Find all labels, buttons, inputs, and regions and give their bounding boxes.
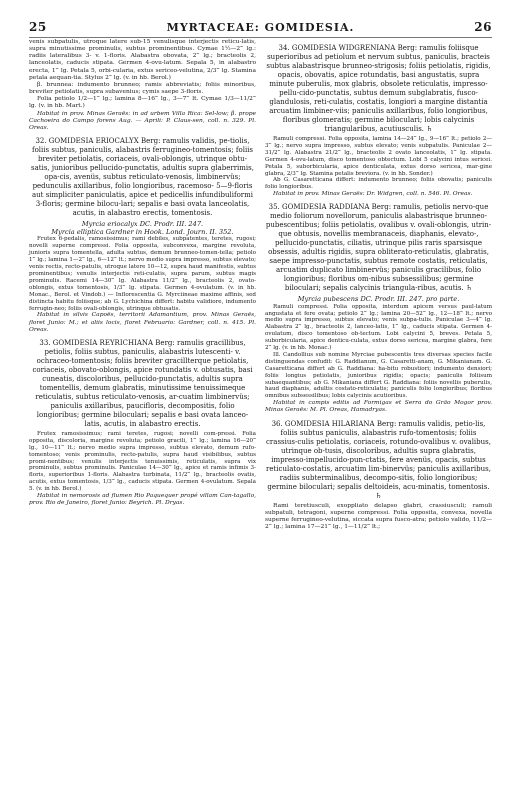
- body-paragraph: Folia petiolo 1/2—1‴ lg.; lamina 8—16‴ lg., 3—7‴ lt. Cymae 1/3—11/2‴ lg. (v. in hb. Mart.): [29, 96, 256, 110]
- body-paragraph: Rami teretiusculi, exoppliato delapso glabri, crassiusculi; ramuli subpatuli, tetragoni, superne compressi. Folia opposita, convexa, novella superne ferrugineo-velutina, siccata supra fusco-atra; petiolo valido, 11/2—2‴ lg.; lamina 17—21‴ lg., 1—11/2‴ lt.;: [265, 502, 492, 531]
- description-paragraph: Frutex 6-pedalis, ramosissimus; rami debiles, subpatentes, teretes, rugosi; novelli superne compressi. Folia opposita, subconvexa, margine revoluta, junioris supra tomentella, adulta subtus, demum brunneo-tomen-tella; petiolo 1‴ lg.; lamina 1—2‴ lg., 6—12‴ lt.; nervo medio supra impresso, subtus elevato; venis rectis, recto-patulis, utroque latere 10—12, supra haud manifestis, subtus prominentibus; venulis interjectis reti-culatis, supra parum, subtus magis prominulis. Racemi 14—30‴ lg. Alabastra 11/2‴ lg., bracteolis 2, ovato-oblongis, extus tomentosis, 1/3‴ lg. stipata. Germen 4-ovulatum. (v. in hb. Monac., Berol. et Vindob.) — Inflorescentia G. Myrciineae maxime affinis, sed distincta habitu foliisque; ab G. Lychichina differt: habitu validiore, indumento ferrugin-neo; foliis ovali-oblongis, utrinque obtusatis.: [29, 236, 256, 312]
- running-title: MYRTACEAE: GOMIDESIA.: [166, 21, 355, 34]
- left-page-number: 25: [29, 20, 47, 34]
- right-column: [265, 39, 492, 531]
- species-heading: 34. GOMIDESIA WIDGRENIANA Berg: ramulis foliisque superioribus ad petiolum et nervum subtus, paniculis, bracteis subtus alabastrisque brunneo-strigosis; foliis petiolatis, rigidis, opacis, obovatis, apice rotundatis, basi angustatis, supra minute puberulis, mox glabris, obsolete reticulatis, impresso-pellu-cido-punctatis, subtus demum subglabratis, fusco-glandulosis, reti-culatis, costatis, longiori a margine distantia arcuatim limbiner-viis; paniculis axillaribus, folio longioribus, floribus glomeratis; germine biloculari; lobis calycinis triangularibus, acutiusculis. ♄: [266, 44, 491, 133]
- right-page-number: 26: [474, 20, 492, 34]
- synonym-line: Myrcia pubescens DC. Prodr. III. 247. pro parte.: [297, 295, 460, 304]
- habitat-paragraph: Habitat in campis editis ad Formigas et Serra do Gräo Mogor prov. Minas Geraës: M. Pl. Oreas, Hamadryas.: [265, 400, 492, 414]
- body-paragraph: β. brunnea: indumento brunneo; ramis abbreviatis; foliis minoribus, breviter petiolatis, supra subavenius; cymis saepe 3-floris.: [29, 81, 256, 96]
- synonym-line: Myrcia eriocalyx DC. Prodr. III. 247.: [81, 220, 204, 229]
- species-heading: 36. GOMIDESIA HILARIANA Berg: ramulis validis, petio-lis, foliis subtus paniculis, alabastris rufo-tomentosis; foliis crassius-culis petiolatis, coriaceis, rotundo-ovalibus v. ovalibus, utrinque ob-tusis, discoloribus, adultis supra glabratis, impresso-impellucido-pun-ctatis, fere avenüs, opacis, subtus reticulato-costatis, arcuatim lim-binervüs; paniculis axillaribus, radiis subterminalibus, decompo-sitis, folio longioribus; germine biloculari; sepalis deltoideis, acu-minatis, tomentosis. ♄: [266, 419, 491, 500]
- page-header: [29, 12, 492, 38]
- synonym-line: Myrcia elliptica Gardner in Hook. Lond. Journ. II. 352.: [51, 228, 234, 237]
- description-paragraph: Ramuli compressi. Folia opposita, lamina 14—24‴ lg., 9—16‴ lt.; petiolo 2—3‴ lg.; nervo supra impresso, subtus elevato; venis subpatulis. Paniculae 2—31/2‴ lg. Alabastra 21/2‴ lg., bracteolis 2 ovato lanceolatis, 1‴ lg. stipata. Germen 4-ovu-latum, disco tomentoso obtectum. Lobi 5 calycini intus sericei. Petala 5, suborbicularia, apice denticulata, extus dorso sericea, mar-gine glabra, 2/3‴ lg. Stamina petalis breviora. (v. in hb. Sonder.): [265, 136, 492, 177]
- habitat-paragraph: Habitat in prov. Minas Geraës: in ad urbem Villa Rica: Sel-low; β. prope Cachoeira do Campo forens Aug. — Aprili: P. Claus-sen, coll. n. 329. Pl. Oreas.: [29, 110, 256, 131]
- text-columns: [29, 39, 492, 531]
- species-heading: 32. GOMIDESIA ERIOCALYX Berg: ramulis validis, pe-tiolis, foliis subtus, paniculis, alabastris ferrugineo-tomentosis; foliis breviter petiolatis, coriaceis, ovali-oblongis, utrinque obtu-satis, junioribus pellucido-punctatis, adultis supra glaberrimis, opa-cis, avenüs, subtus reticulato-venosis, limbinervüs; pedunculis axillaribus, folio longioribus, racemoso- 5—9-floris aut simpliciter paniculatis, apice et pedicellis infundibuliformi 3-floris; germine bilocu-lari; sepalis e basi ovata lanceolatis, acutis, in alabastro erectis, tomentosis.: [31, 137, 254, 218]
- species-heading: 33. GOMIDESIA REYRICHIANA Berg: ramulis gracillibus, petiolis, foliis subtus, paniculis, alabastris lutescenti- v. ochraceo-tomentosis; foliis breviter gracillterque petiolatis, coriaceis, obovato-oblongis, apice rotundatis v. obtusatis, basi cuneatis, discoloribus, pellucido-punctatis, adultis supra tomentellis, demum glabratis, minutissime tenuissimeque reticulatis, subtus reticulato-venosis, ar-cuatim limbinervüs; paniculis axillaribus, paucifloris, decompositis, folio longioribus; germine biloculari; sepalis e basi ovata lanceo-latis, acutis, in alabastro erectis.: [32, 338, 253, 428]
- species-heading: 35. GOMIDESIA RADDIANA Berg: ramulis, petiolis nervo-que medio foliorum novellorum, paniculis alabastrisque brunneo-pubescentibus; foliis petiolatis, ovalibus v. ovali-oblongis, utrin-que obtusis, novellis membranaceis, diaphanis, elevato-, pellucido-punctatis, ciliatis, utrinque pilis raris sparsisque obsessis, adultis rigidis, supra obliterato-reticulatis, glabratis, saepe impresso-punctatis, subtus remote costatis, reticulatis, arcuatim duplicato limbinervüs; paniculis gracilibus, folio longioribus; floribus om-nibus subsessilibus; germine biloculari; sepalis calycinis triangula-ribus, acutis. ♄: [265, 203, 492, 293]
- description-paragraph: Ramuli compressi. Folia opposita, interdum apicem versus paul-latum angustata et fere ovata; petiolo 2‴ lg.; lamina 20—52‴ lg., 12—18‴ lt.; nervo medio supra impresso, subtus elevato; venis subpa-tulis. Paniculae 3—4‴ lg. Alabastra 2‴ lg., bracteolis 2, lanceo-latis, 1‴ lg., caducis stipata. Germen 4-ovulatum, disco tomentoso ob-tectum. Lobi calycini 5, breves. Petala 5, suborbicularia, apice denticu-culata, extus dorso sericea, margine glabra, fere 2‴ lg. (v. in hb. Monac.): [265, 303, 492, 352]
- description-paragraph: Ab G. Casaretticana differt: indumento brunneo; foliis obovatis; paniculis folio longioribus.: [265, 177, 492, 191]
- description-paragraph: Ill. Candollius sub nomine Myrciae pubescentis tres diversas species facile distinguendas confudit: G. Raddianum, G. Casaretti-anam, G. Mikanianam. G. Casaretticana differt ab G. Raddiana: ha-bitu robustiori; indumento densiori; foliis longius petiolatis, junioribus rigidis; opacis; paniculis foliisum subaequantibus; ab G. Mikaniana differt G. Raddiana: foliis novellis puberulis, haud diaphanis, adultis costato-reticulatis; paniculis folio longioribus; floribus omnibus subsessilibus; lobis calycinis acutioribus.: [265, 351, 492, 400]
- left-column: [29, 39, 256, 531]
- habitat-paragraph: Habitat in prov. Minas Geraës: Dr. Widgren, coll. n. 546. Pl. Oreas.: [273, 191, 473, 198]
- document-page: [29, 12, 492, 788]
- habitat-paragraph: Habitat in silvis Capoës, territorii Adamantium, prov. Minas Geraës, floret Junio: M.; et aliis locis, floret Februario: Gardner, coll. n. 415. Pl. Oreas.: [29, 312, 256, 333]
- habitat-paragraph: Habitat in nemorosis ad flumen Rio Paquequer propé villam Can-tagallo, prov. Rio de Janeiro, floret Junio: Beyrich. Pl. Dryas.: [29, 493, 256, 507]
- body-paragraph: venis subpatulis, utroque latere sub-15 venulisque interjectis reticu-latis, supra minutissime prominulis, subtus prominentibus. Cymae 1½—2‴ lg.: radiis lateralibus 3- v. 1-floris. Alabastra obovata, 2‴ lg.; bracteolis 2, lanceolatis, caducis stipata. Germen 4-ovu-latum. Sepala 5, in alabastro erecta, 1‴ lg. Petala 5, orbi-cularia, extus sericeo-velutina, 2/3‴ lg. Stamina petala aequan-tia. Stylus 2‴ lg. (v. in hb. Berol.): [29, 39, 256, 81]
- description-paragraph: Frutex ramosissimus; rami teretes, rugosi; novelli com-pressi. Folia opposita, discoloria, margine revoluta; petiolo gracili, 1‴ lg.; lamina 16—20‴ lg., 10—11‴ lt.; nervo medio supra impresso, subtus elevato, demum rufo-tomentoso; venis prominulis, recto-patulis, supra haud visibilibus, subtus promi-nentibus; venulis interjectis tenuissimis, reticulatis, supra vix prominulis, subtus prominulis. Paniculae 14—30‴ lg., apice et ramis infimis 3-floris, superioribus 1-floris. Alabastra turbinata, 11/2‴ lg., bracteolis ovatis, acutis, extus tomentosis, 1/3‴ lg., caducis stipata. Germen 4-ovulatum. Sepala 5. (v. in hb. Berol.): [29, 430, 256, 493]
